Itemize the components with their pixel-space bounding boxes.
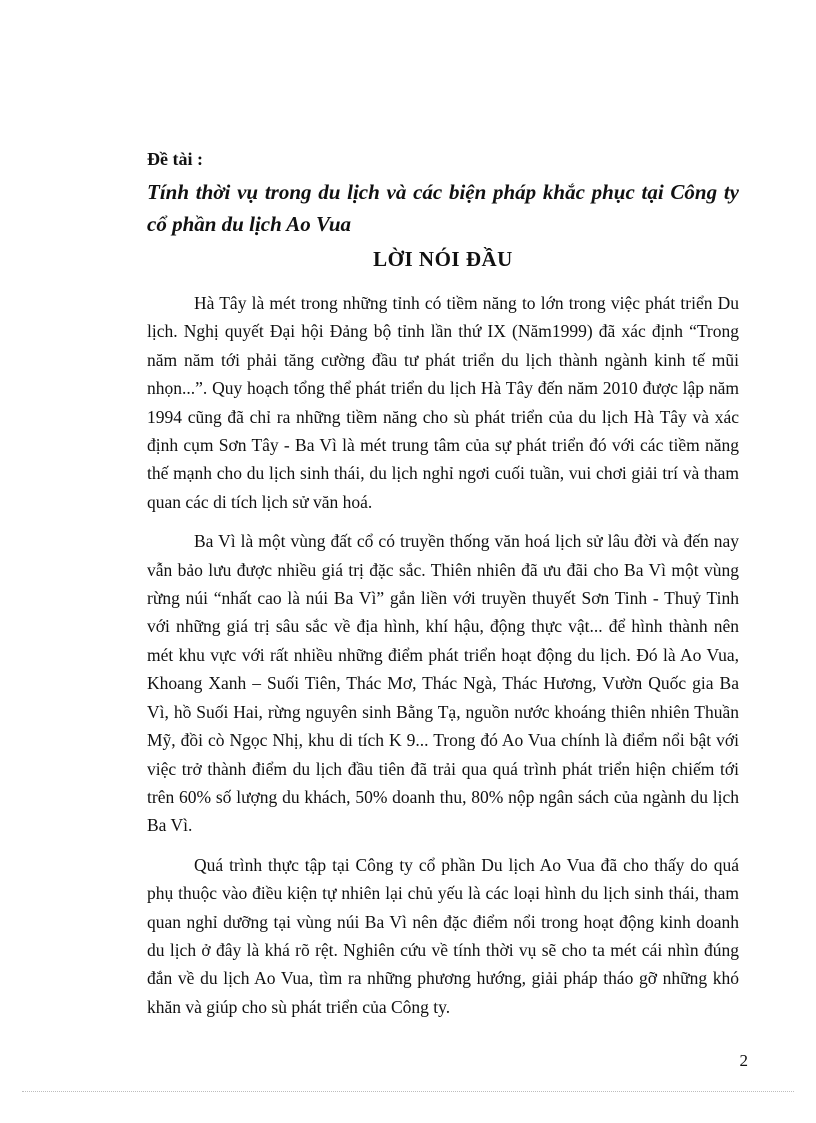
paragraph-3: Quá trình thực tập tại Công ty cổ phần Du lịch Ao Vua đã cho thấy do quá phụ thuộc vào điều kiện tự nhiên lại chủ yếu là các loại hình du lịch sinh thái, tham quan nghỉ dưỡng tại vùng núi Ba Vì nên đặc điểm nổi trong hoạt động kinh doanh du lịch ở đây là khá rõ rệt. Nghiên cứu về tính thời vụ sẽ cho ta mét cái nhìn đúng đắn về du lịch Ao Vua, tìm ra những phương hướng, giải pháp tháo gỡ những khó khăn và giúp cho sù phát triển của Công ty. xyxy=(147,854,739,1017)
section-heading: LỜI NÓI ĐẦU xyxy=(373,247,513,271)
paragraph-1: Hà Tây là mét trong những tỉnh có tiềm năng to lớn trong việc phát triển Du lịch. Nghị quyết Đại hội Đảng bộ tỉnh lần thứ IX (Năm1999) đã xác định “Trong năm năm tới phải tăng cường đầu tư phát triển du lịch thành ngành kinh tế mũi nhọn...”. Quy hoạch tổng thể phát triển du lịch Hà Tây đến năm 2010 được lập năm 1994 cũng đã chỉ ra những tiềm năng cho sù phát triển của du lịch Hà Tây và xác định cụm Sơn Tây - Ba Vì là mét trung tâm của sự phát triển đó với các tiềm năng thế mạnh cho du lịch sinh thái, du lịch nghỉ ngơi cuối tuần, vui chơi giải trí và tham quan các di tích lịch sử văn hoá. xyxy=(147,293,739,512)
document-title: Tính thời vụ trong du lịch và các biện pháp khắc phục tại Công ty cổ phần du lịch Ao Vua xyxy=(147,180,739,236)
topic-label: Đề tài : xyxy=(147,149,203,169)
document-body xyxy=(147,289,739,1032)
page-number: 2 xyxy=(739,1051,748,1070)
page-border-line xyxy=(22,1091,794,1092)
paragraph-2: Ba Vì là một vùng đất cổ có truyền thống văn hoá lịch sử lâu đời và đến nay vẫn bảo lưu được nhiều giá trị đặc sắc. Thiên nhiên đã ưu đãi cho Ba Vì một vùng rừng núi “nhất cao là núi Ba Vì” gắn liền với truyền thuyết Sơn Tinh - Thuỷ Tinh với những giá trị sâu sắc về địa hình, khí hậu, động thực vật... để hình thành nên mét khu vực với rất nhiều những điểm phát triển hoạt động du lịch. Đó là Ao Vua, Khoang Xanh – Suối Tiên, Thác Mơ, Thác Ngà, Thác Hương, Vườn Quốc gia Ba Vì, hồ Suối Hai, rừng nguyên sinh Bằng Tạ, nguồn nước khoáng thiên nhiên Thuần Mỹ, đồi cò Ngọc Nhị, khu di tích K 9... Trong đó Ao Vua chính là điểm nổi bật với việc trở thành điểm du lịch đầu tiên đã trải qua quá trình phát triển hiện chiếm tới trên 60% số lượng du khách, 50% doanh thu, 80% nộp ngân sách của ngành du lịch Ba Vì. xyxy=(147,531,739,836)
